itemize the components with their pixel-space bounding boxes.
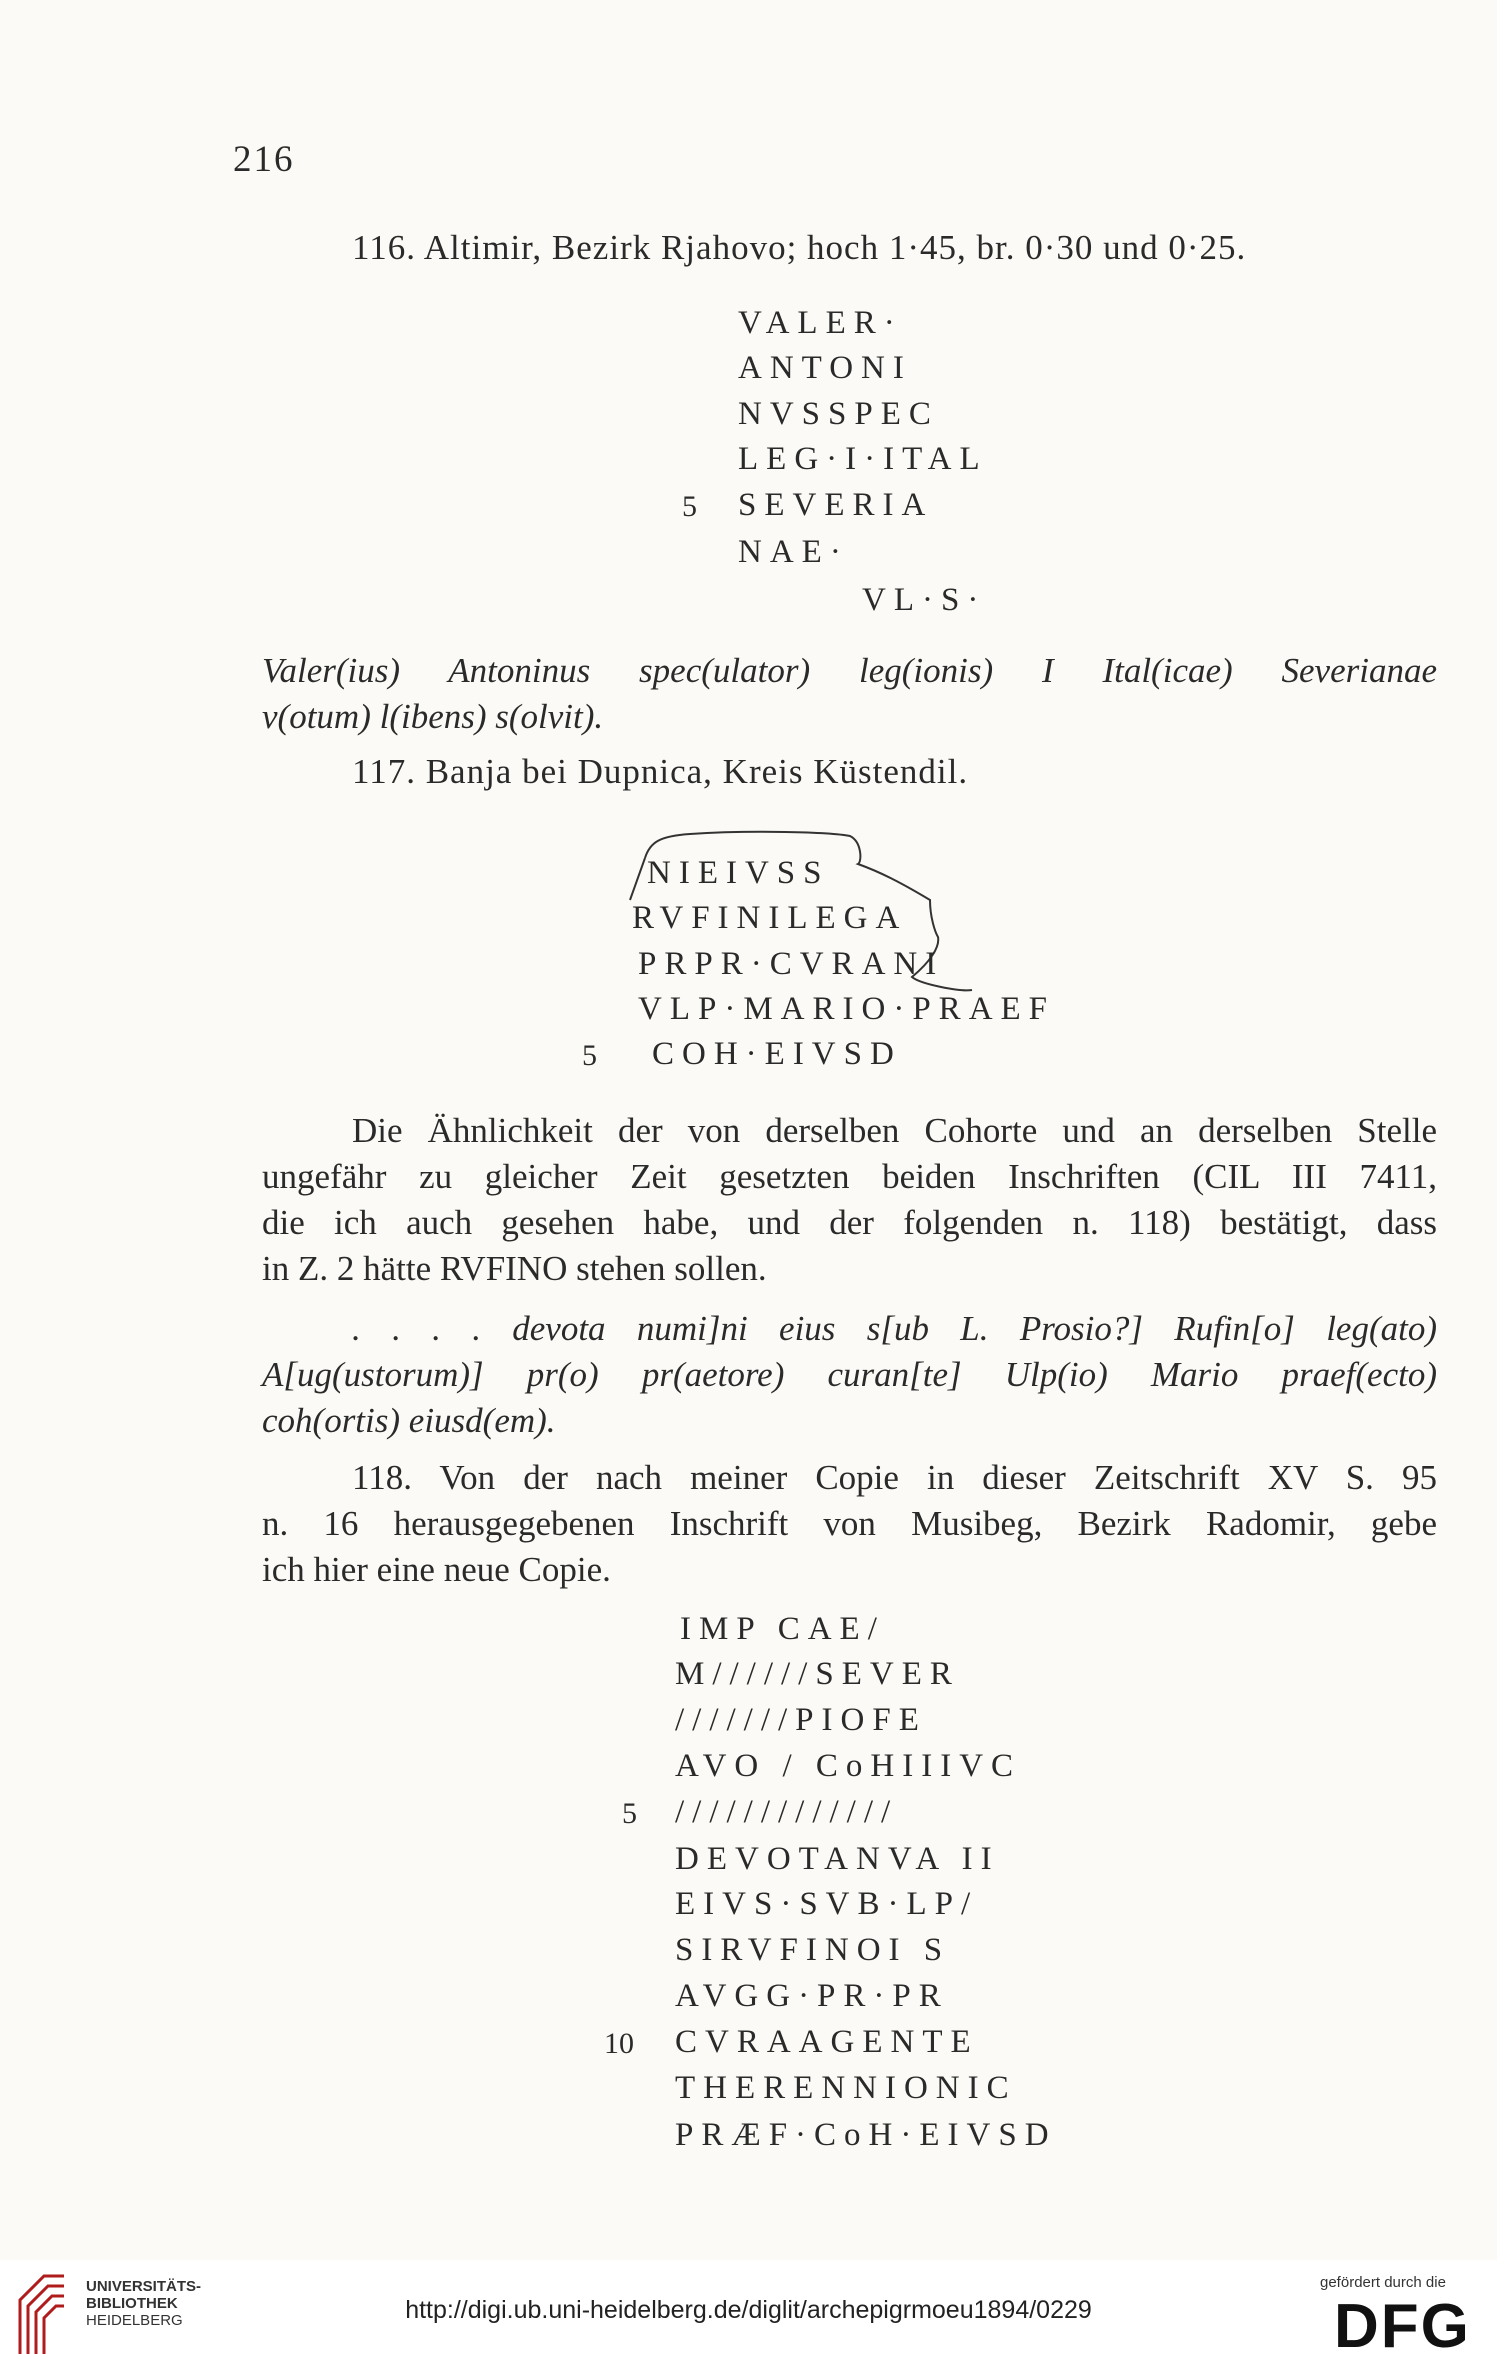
inscription-line: PRÆF·CoH·EIVSD [675, 2117, 1057, 2153]
text-line: ich hier eine neue Copie. [262, 1550, 611, 1589]
reading-line: v(otum) l(ibens) s(olvit). [262, 697, 604, 736]
inscription-line: EIVS·SVB·LP/ [675, 1886, 979, 1922]
entry-116-reading [262, 648, 1437, 740]
inscription-line: ///////PIOFE [675, 1702, 927, 1738]
inscription-line: SIRVFINOI S [675, 1932, 951, 1968]
inscription-line: VLP·MARIO·PRAEF [638, 991, 1056, 1027]
inscription-line: CVRAAGENTE [675, 2024, 979, 2060]
inscription-line: RVFINILEGA [632, 900, 908, 936]
source-url[interactable]: http://digi.ub.uni-heidelberg.de/diglit/archepigrmoeu1894/0229 [405, 2296, 1092, 2324]
text-line: ungefähr zu gleicher Zeit gesetzten beiden Inschriften (CIL III 7411, [262, 1157, 1437, 1196]
line-number: 10 [604, 2027, 634, 2060]
inscription-line: LEG·I·ITAL [738, 441, 988, 477]
inscription-line: AVO / CoHIIIVC [675, 1748, 1022, 1784]
inscription-line: THERENNIONIC [675, 2070, 1017, 2106]
inscription-line: PRPR·CVRANI [638, 946, 945, 982]
entry-118-intro [262, 1455, 1437, 1593]
library-name-line: HEIDELBERG [86, 2312, 183, 2329]
reading-line: A[ug(ustorum)] pr(o) pr(aetore) curan[te] Ulp(io) Mario praef(ecto) [262, 1355, 1437, 1394]
inscription-line: IMP CAE/ [680, 1611, 885, 1647]
inscription-line: COH·EIVSD [652, 1036, 902, 1072]
inscription-line: VALER· [738, 305, 903, 341]
inscription-line: VL·S· [862, 582, 987, 618]
inscription-line: AVGG·PR·PR [675, 1978, 949, 2014]
entry-116-heading: 116. Altimir, Bezirk Rjahovo; hoch 1·45, br. 0·30 und 0·25. [352, 228, 1247, 267]
page-number: 216 [233, 139, 295, 180]
inscription-line: NAE· [738, 534, 849, 570]
entry-117-commentary [262, 1108, 1437, 1292]
reading-line: Valer(ius) Antoninus spec(ulator) leg(ionis) I Ital(icae) Severianae [262, 651, 1437, 690]
library-name-line: BIBLIOTHEK [86, 2295, 178, 2312]
inscription-line: NIEIVSS [647, 855, 830, 891]
line-number: 5 [622, 1797, 637, 1830]
reading-line: coh(ortis) eiusd(em). [262, 1401, 556, 1440]
dfg-logo: DFG [1334, 2292, 1471, 2361]
text-line: die ich auch gesehen habe, und der folgenden n. 118) bestätigt, dass [262, 1203, 1437, 1242]
inscription-line: DEVOTANVA II [675, 1841, 1000, 1877]
text-line: n. 16 herausgegebenen Inschrift von Musibeg, Bezirk Radomir, gebe [262, 1504, 1437, 1543]
inscription-line: SEVERIA [738, 487, 934, 523]
line-number: 5 [582, 1039, 597, 1072]
library-name-line: UNIVERSITÄTS- [86, 2278, 202, 2295]
inscription-line: ///////////// [675, 1794, 899, 1830]
inscription-line: ANTONI [738, 350, 912, 386]
funded-by-caption: gefördert durch die [1320, 2274, 1446, 2291]
reading-line: . . . . devota numi]ni eius s[ub L. Prosio?] Rufin[o] leg(ato) [352, 1309, 1437, 1348]
text-line: in Z. 2 hätte RVFINO stehen sollen. [262, 1249, 767, 1288]
inscription-line: M//////SEVER [675, 1656, 960, 1692]
entry-117-reading [262, 1306, 1437, 1444]
line-number: 5 [682, 490, 697, 523]
inscription-line: NVSSPEC [738, 396, 939, 432]
text-line: Die Ähnlichkeit der von derselben Cohorte und an derselben Stelle [352, 1111, 1437, 1150]
text-line: 118. Von der nach meiner Copie in dieser Zeitschrift XV S. 95 [352, 1458, 1437, 1497]
entry-117-heading: 117. Banja bei Dupnica, Kreis Küstendil. [352, 752, 969, 791]
